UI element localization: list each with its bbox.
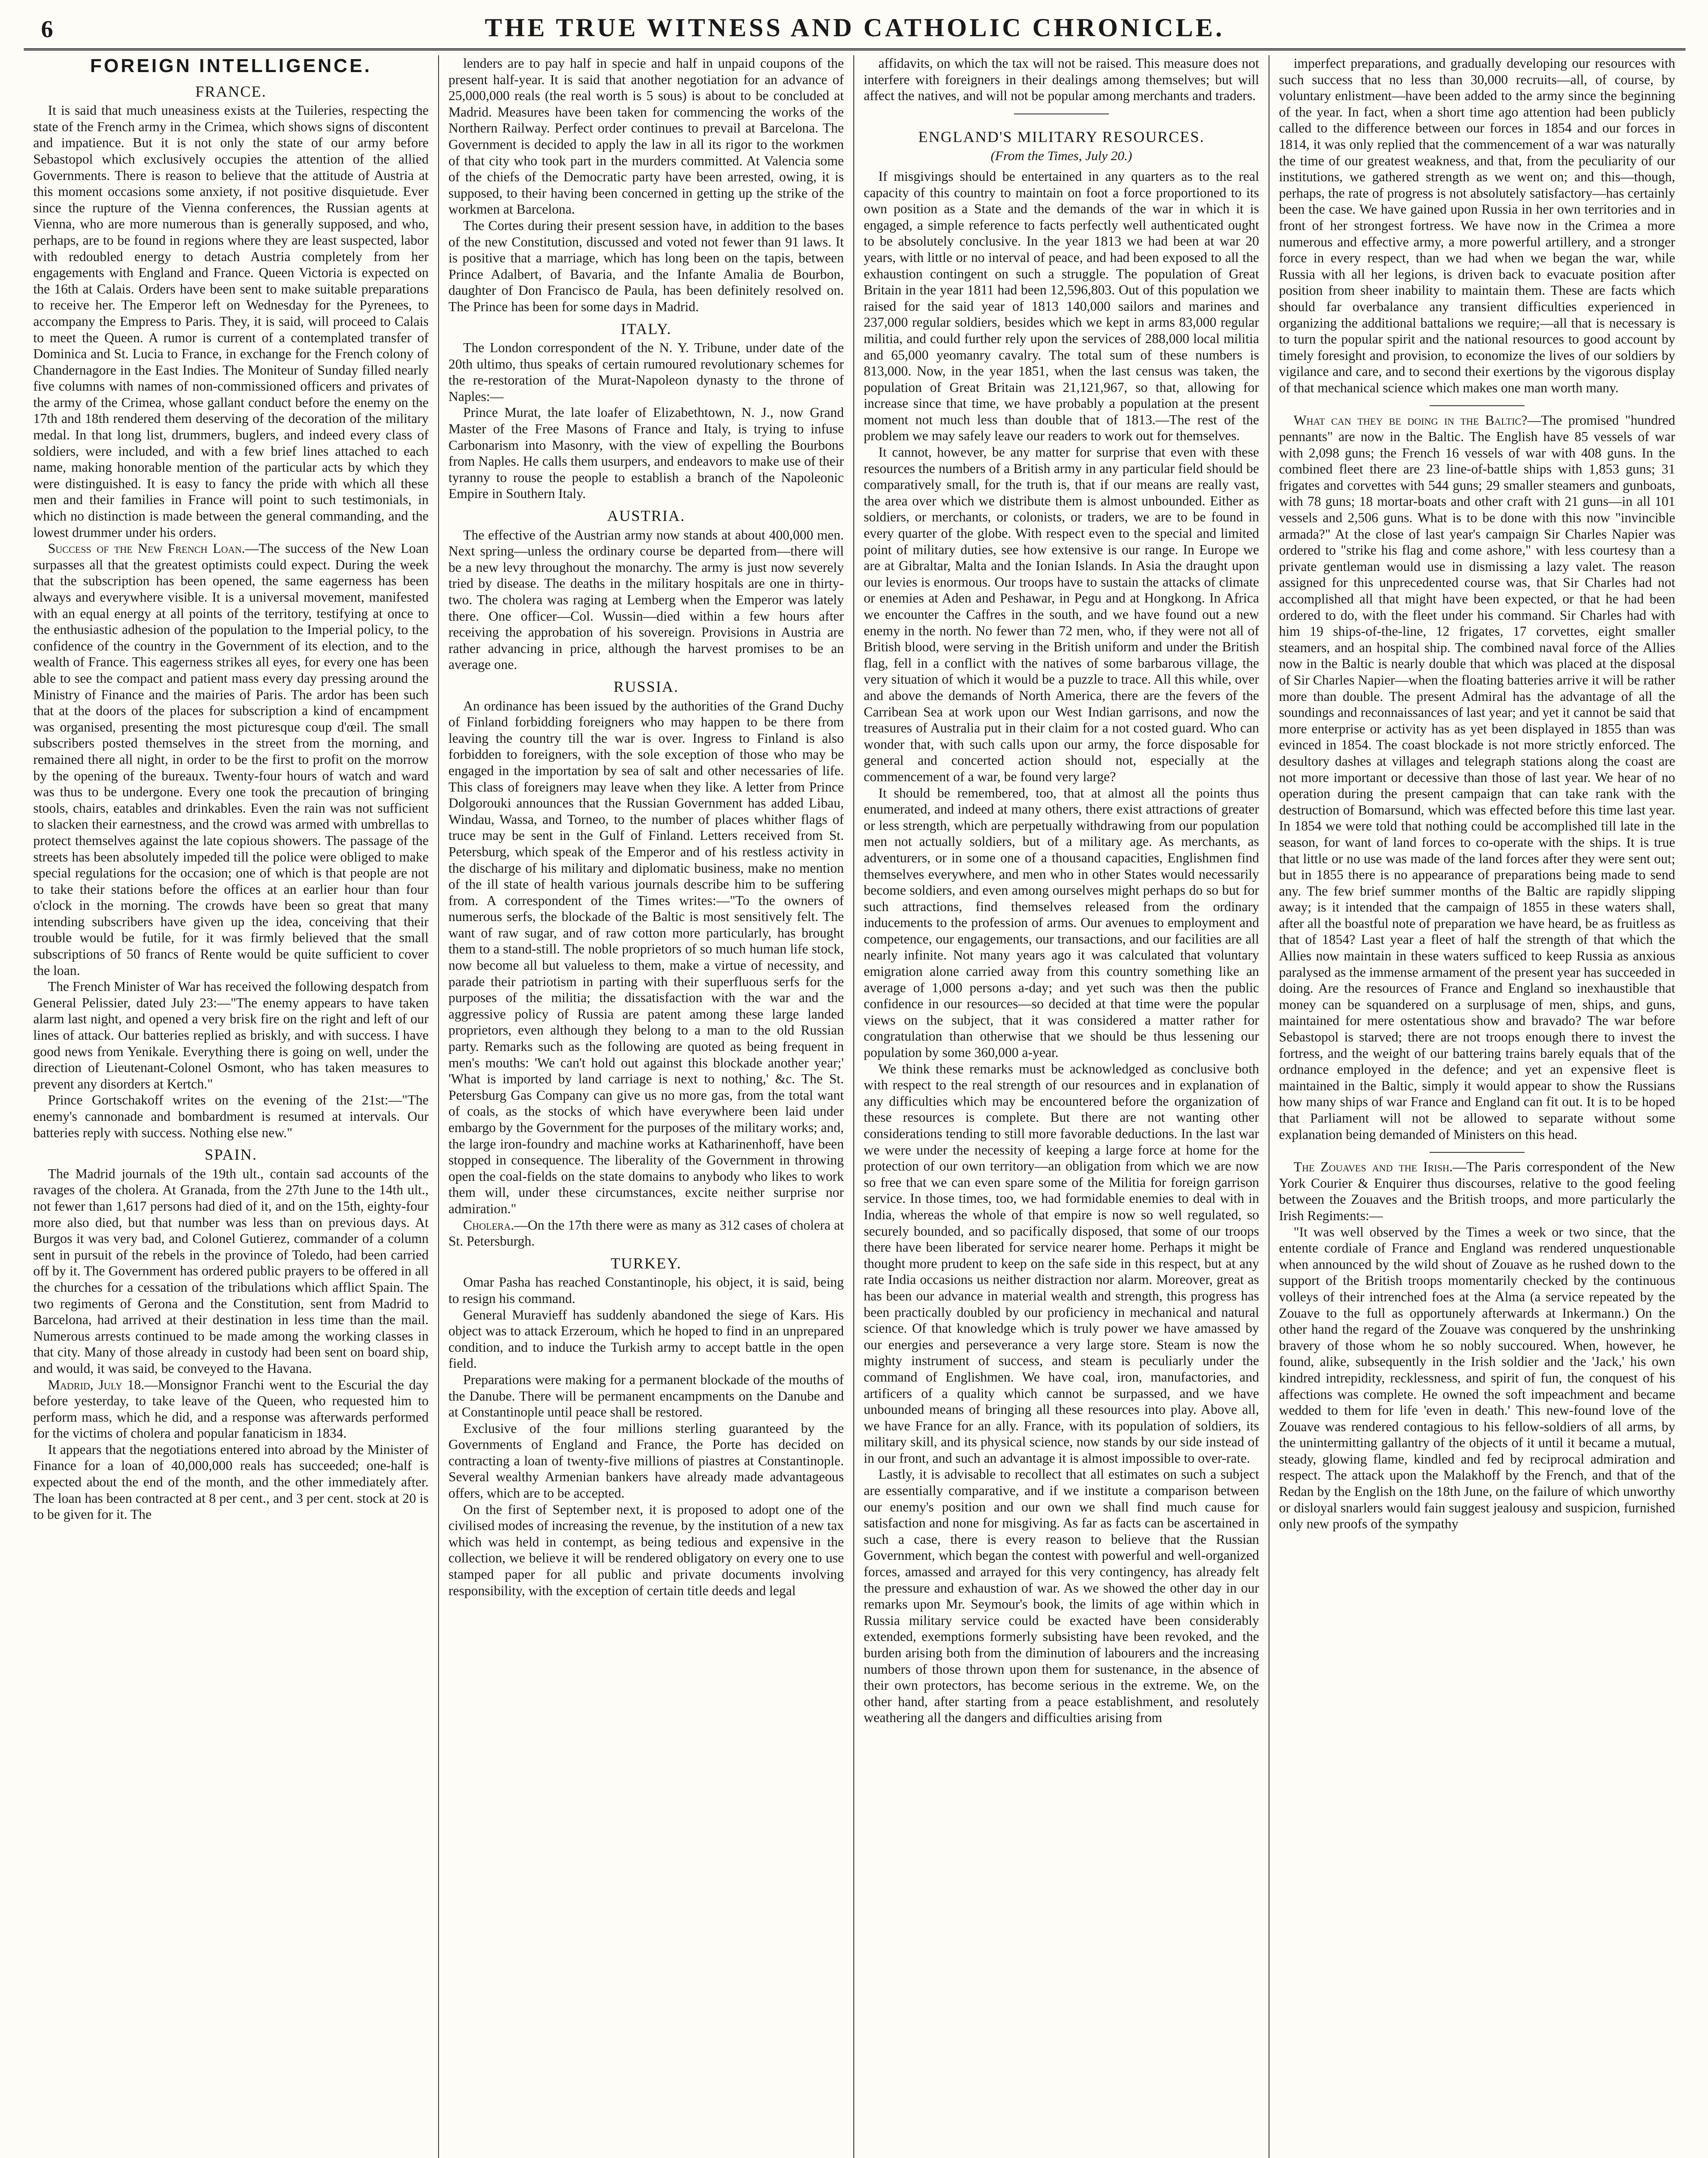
paragraph: Preparations were making for a permanent blockade of the mouths of the Danube. There will be permanent encampments on the Danube and at Constantinople until peace shall be restored. bbox=[448, 1372, 844, 1420]
paragraph bbox=[1279, 412, 1675, 1142]
paragraph: Prince Gortschakoff writes on the evening of the 21st:—"The enemy's cannonade and bombardment is resumed at intervals. Our batteries reply with success. Nothing else new." bbox=[33, 1092, 429, 1140]
paragraph: It should be remembered, too, that at almost all the points thus enumerated, and indeed at many others, there exist attractions of greater or less strength, which are perpetually withdrawing from our population men not actually soldiers, but of a military age. As merchants, as adventurers, or in some one of a thousand capacities, Englishmen find themselves everywhere, and men who in other States would necessarily become soldiers, and even among ourselves might perhaps do so but for such attractions, find themselves released from the ordinary inducements to the profession of arms. Our avenues to employment and competence, our engagements, our transactions, and our facilities are all nearly infinite. Not many years ago it was calculated that voluntary emigration alone carried away from this country something like an average of 1,000 persons a-day; and yet such was then the public confidence in our resources—so decided at that time were the popular views on the subject, that it was considered a matter rather for congratulation than otherwise that we should be thus lessening our population by some 360,000 a-year. bbox=[864, 785, 1259, 1060]
paragraph: It is said that much uneasiness exists at the Tuileries, respecting the state of the French army in the Crimea, which shows signs of discontent and impatience. But it is not only the state of our army before Sebastopol which exclusively occupies the attention of the allied Governments. There is reason to believe that the attitude of Austria at this moment occasions some anxiety, if not positive disquietude. Ever since the rupture of the Vienna conferences, the Russian agents at Vienna, who are more numerous than is generally supposed, and who, perhaps, are to be found in regions where they are least suspected, labor with redoubled energy to detach Austria completely from her engagements with England and France. Queen Victoria is expected on the 16th at Calais. Orders have been sent to make suitable preparations to receive her. The Emperor left on Wednesday for the Pyrenees, to accompany the Empress to Paris. They, it is said, will proceed to Calais to meet the Queen. A rumor is current of a contemplated transfer of Dominica and St. Lucia to France, in exchange for the French colony of Chandernagore in the East Indies. The Moniteur of Sunday filled nearly five columns with names of non-commissioned officers and privates of the army of the Crimea, whose gallant conduct before the enemy on the 17th and 18th rendered them deserving of the decoration of the military medal. In that long list, drummers, buglers, and indeed every class of soldiers, were included, and with a few brief lines attached to each name, making honorable mention of the particular acts by which they were distinguished. It is easy to fancy the pride with which all these men and their families in France will point to such testimonials, in which no distinction is made between the general commanding, and the lowest drummer under his orders. bbox=[33, 103, 429, 540]
paragraph: Exclusive of the four millions sterling guaranteed by the Governments of England and France, the Porte has decided on contracting a loan of twenty-five millions of piastres at Constantinople. Several wealthy Armenian bankers have already made advantageous offers, which are to be accepted. bbox=[448, 1420, 844, 1501]
heading-italy: ITALY. bbox=[621, 320, 672, 338]
section-heading: FOREIGN INTELLIGENCE. bbox=[90, 55, 372, 76]
paragraph-lead: Cholera. bbox=[463, 1217, 515, 1233]
paragraph: It appears that the negotiations entered into abroad by the Minister of Finance for a loan of 40,000,000 reals has succeeded; one-half is expected about the end of the month, and the other immediately after. The loan has been contracted at 8 per cent., and 3 per cent. stock at 20 is to be given for it. The bbox=[33, 1442, 429, 1522]
paragraph: General Muravieff has suddenly abandoned the siege of Kars. His object was to attack Erzeroum, which he hoped to find in an unprepared condition, and to induce the Turkish army to accept battle in the open field. bbox=[448, 1307, 844, 1371]
paragraph-body: —Monsignor Franchi went to the Escurial the day before yesterday, to take leave of the Queen, who requested him to perform mass, which he did, and a response was afterwards performed for the victims of cholera and popular fanaticism in 1834. bbox=[33, 1377, 429, 1441]
article-source: (From the Times, July 20.) bbox=[991, 148, 1132, 164]
heading-russia: RUSSIA. bbox=[613, 678, 679, 695]
heading-spain: SPAIN. bbox=[205, 1146, 257, 1164]
column-2 bbox=[439, 55, 854, 2158]
paragraph: "It was well observed by the Times a week or two since, that the entente cordiale of France and England was rendered unquestionable when announced by the wild shout of Zouave as he rushed down to the support of the British troops momentarily checked by the continuous volleys of their intrenched foes at the Alma (a service repeated by the Zouave to the full as opportunely afterwards at Inkermann.) On the other hand the regard of the Zouave was conquered by the unshrinking bravery of those whom he so nobly succoured. When, however, he found, alike, subsequently in the Irish soldier and the 'Jack,' his own kindred intrepidity, recklessness, and spirit of fun, the conquest of his affections was complete. He owned the soft impeachment and became wedded to them for life 'even in death.' This new-found love of the Zouave was rendered contagious to his fellow-soldiers of all arms, by the unintermitting gallantry of the objects of it until it became a mutual, steady, glowing flame, kindled and fed by reciprocal admiration and respect. The attack upon the Malakhoff by the French, and that of the Redan by the English on the 18th June, on the failure of which unworthy or disloyal snarlers would fain suggest jealousy and suspicion, furnished only new proofs of the sympathy bbox=[1279, 1224, 1675, 1532]
paragraph: If misgivings should be entertained in any quarters as to the real capacity of this country to maintain on foot a force proportioned to its own position as a State and the demands of the war in which it is engaged, a simple reference to facts perfectly well authenticated ought to be absolutely conclusive. In the year 1813 we had been at war 20 years, with little or no interval of peace, and had been exposed to all the exhaustion contingent on such a struggle. The population of Great Britain in the year 1811 had been 12,596,803. Out of this population we raised for the said year of 1813 140,000 sailors and marines and 237,000 regular soldiers, besides which we kept in arms 83,000 regular militia, and could further rely upon the services of 288,000 local militia and 65,000 yeomanry cavalry. The total sum of these numbers is 813,000. Now, in the year 1851, when the last census was taken, the population of Great Britain was 21,121,967, so that, allowing for increase since that time, we have probably a population at the present moment not much less than double that of 1813.—The rest of the problem we may safely leave our readers to work out for themselves. bbox=[864, 168, 1259, 444]
paragraph: On the first of September next, it is proposed to adopt one of the civilised modes of increasing the revenue, by the institution of a new tax which was held in contempt, as being tedious and expensive in the collection, we believe it will be rendered obligatory on every one to use stamped paper for all public and private documents involving responsibility, with the exception of certain title deeds and legal bbox=[448, 1502, 844, 1598]
paragraph-body: —The Paris correspondent of the New York Courier & Enquirer thus discourses, relative to the good feeling between the Zouaves and the British troops, and more particularly the Irish Regiments:— bbox=[1279, 1159, 1675, 1223]
divider bbox=[1430, 405, 1525, 406]
newspaper-title: THE TRUE WITNESS AND CATHOLIC CHRONICLE. bbox=[485, 13, 1225, 42]
heading-austria: AUSTRIA. bbox=[607, 507, 685, 525]
paragraph: Prince Murat, the late loafer of Elizabethtown, N. J., now Grand Master of the Free Masons of France and Italy, is trying to infuse Carbonarism into Masonry, with the view of expelling the Bourbons from Naples. He calls them usurpers, and endeavors to make use of their tyranny to rouse the people to establish a branch of the Napoleonic Empire in Southern Italy. bbox=[448, 405, 844, 502]
paragraph: The effective of the Austrian army now stands at about 400,000 men. Next spring—unless the ordinary course be departed from—there will be a new levy throughout the monarchy. The army is just now severely tried by disease. The deaths in the military hospitals are one in thirty-two. The cholera was raging at Lemberg when the Emperor was lately there. One officer—Col. Wussin—died within a few hours after receiving the approbation of his sovereign. Provisions in Austria are rather advancing in price, although the harvest promises to be an average one. bbox=[448, 527, 844, 672]
paragraph-body: —The success of the New Loan surpasses all that the greatest optimists could expect. During the week that the subscription has been opened, the same eagerness has been always and everywhere visible. It is a universal movement, manifested with an equal energy at all points of the territory, testifying at once to the enthusiastic adhesion of the population to the Imperial policy, to the confidence of the country in the Government of its election, and to the wealth of France. This eagerness strikes all eyes, for every one has been able to see the compact and patient mass every day pressing around the Ministry of Finance and the mairies of Paris. The ardor has been such that at the doors of the places for subscription a kind of encampment was organised, presenting the most picturesque coup d'œil. The small subscribers posted themselves in the street from the morning, and remained there all night, in order to be the first to profit on the morrow by the opening of the bureaux. Twenty-four hours of watch and ward was thus to be undergone. Every one took the precaution of bringing stools, chairs, eatables and drinkables. Even the rain was not sufficient to slacken their earnestness, and the crowd was armed with umbrellas to protect themselves against the late copious showers. The passage of the streets has been absolutely impeded till the police were obliged to make special regulations for the occasion; one of which is that people are not to take their stations before the offices at an earlier hour than four o'clock in the morning. The crowds have been so great that many intending subscribers have given up the idea, conceiving that their trouble would be futile, for it was firmly believed that the small subscriptions of 50 francs of Rente would be quite sufficient to cover the loan. bbox=[33, 541, 429, 978]
paragraph: Lastly, it is advisable to recollect that all estimates on such a subject are essentially comparative, and if we institute a comparison between our enemy's position and our own we shall find much cause for satisfaction and none for misgiving. As far as facts can be ascertained in such a case, there is every reason to believe that the Russian Government, which began the contest with powerful and well-organized forces, amassed and arrayed for this very contingency, has already felt the pressure and exhaustion of war. As we showed the other day in our remarks upon Mr. Seymour's book, the limits of age within which in Russia military service could be exacted have been considerably extended, exemptions formerly subsisting have been revoked, and the burden arising both from the diminution of labourers and the increasing numbers of those thrown upon them for sustenance, in the absence of their own protectors, has become serious in the extreme. We, on the other hand, after starting from a peace establishment, and resolutely weathering all the dangers and difficulties arising from bbox=[864, 1467, 1259, 1726]
paragraph: The Madrid journals of the 19th ult., contain sad accounts of the ravages of the cholera. At Granada, from the 27th June to the 14th ult., not fewer than 1,617 persons had died of it, and on the 15th, eighty-four more also died, but that number was less than on previous days. At Burgos it was very bad, and Colonel Gutierez, commander of a column sent in pursuit of the rebels in the province of Toledo, had been carried off by it. The Government has ordered public prayers to be offered in all the churches for a cessation of the tribulations which afflict Spain. The two regiments of Gerona and the Constitution, sent from Madrid to Barcelona, had arrived at their destination in less time than the mail. Numerous arrests continued to be made among the working classes in that city. Many of those already in custody had been sent on board ship, and would, it was said, be conveyed to the Havana. bbox=[33, 1166, 429, 1376]
paragraph: We think these remarks must be acknowledged as conclusive both with respect to the real strength of our resources and in explanation of any difficulties which may be encountered before the organization of these resources is complete. But there are not wanting other considerations tending to still more favorable deductions. In the last war we were under the necessity of keeping a large force at home for the protection of our own territory—an obligation from which we are now so free that we can even spare some of the Militia for foreign garrison service. In those times, too, we had formidable enemies to deal with in India, whereas the whole of that empire is now so well regulated, so securely bounded, and so pacifically disposed, that some of our troops there have been liberated for service nearer home. Perhaps it might be thought more prudent to keep on the safe side in this respect, but at any rate India occasions us neither distraction nor alarm. Moreover, great as has been our advance in material wealth and strength, this progress has been practically doubled by our proficiency in mechanical and natural science. Of that knowledge which is truly power we have amassed by our energies and perseverance a very large store. Steam is now the mighty instrument of success, and steam is peculiarly under the command of Englishmen. We have coal, iron, manufactories, and artificers of a quality which cannot be surpassed, and we have unbounded means of bringing all these resources into play. Above all, we have France for an ally. France, with its population of soldiers, its military skill, and its physical science, now stands by our side instead of in our front, and such an advantage it is almost impossible to over-rate. bbox=[864, 1061, 1259, 1466]
paragraph-lead: Madrid, July 18. bbox=[48, 1377, 145, 1392]
heading-turkey: TURKEY. bbox=[610, 1254, 682, 1272]
paragraph: affidavits, on which the tax will not be raised. This measure does not interfere with foreigners in their dealings among themselves; but will affect the natives, and will not be popular among merchants and traders. bbox=[864, 56, 1259, 104]
paragraph-body: —On the 17th there were as many as 312 cases of cholera at St. Petersburgh. bbox=[448, 1217, 844, 1249]
paragraph-lead: The Zouaves and the Irish. bbox=[1294, 1159, 1453, 1175]
paragraph: imperfect preparations, and gradually developing our resources with such success that no less than 30,000 recruits—all, of course, by voluntary enlistment—have been added to the army since the beginning of the year. In fact, when a short time ago attention had been publicly called to the difference between our forces in 1854 and our forces in 1814, it was only replied that the commencement of a war was naturally the time of our greatest weakness, and that, from the peculiarity of our institutions, we gathered strength as we went on; and this—though, perhaps, the rate of progress is not absolutely satisfactory—has certainly been the case. We have gained upon Russia in her own territories and in front of her strongest fortress. We have now in the Crimea a more numerous and effective army, a more powerful artillery, and a stronger force in every respect, than we had when we began the war, while Russia with all her legions, is driven back to evacuate position after position from sheer inability to maintain them. These are facts which should far overbalance any transient difficulties experienced in organizing the additional battalions we require;—all that is necessary is to turn the popular spirit and the national resources to good account by timely foresight and provision, to economize the lives of our soldiers by vigilance and care, and to second their exertions by the vigorous display of that mechanical science which makes one man worth many. bbox=[1279, 56, 1675, 395]
column-4 bbox=[1269, 55, 1685, 2158]
paragraph: The Cortes during their present session have, in addition to the bases of the new Constitution, discussed and voted not fewer than 91 laws. It is positive that a marriage, which has long been on the tapis, between Prince Adalbert, of Bavaria, and the Infante Amalia de Bourbon, daughter of Don Francisco de Paula, has been definitely resolved on. The Prince has been for some days in Madrid. bbox=[448, 218, 844, 314]
columns bbox=[24, 55, 1686, 2158]
masthead bbox=[24, 12, 1686, 50]
divider bbox=[1430, 1152, 1525, 1153]
paragraph bbox=[33, 540, 429, 978]
column-1 bbox=[24, 55, 439, 2158]
paragraph bbox=[33, 1377, 429, 1442]
heading-france: FRANCE. bbox=[195, 82, 267, 100]
paragraph-body: —The promised "hundred pennants" are now in the Baltic. The English have 85 vessels of war with 2,098 guns; the French 16 vessels of war with 408 guns. In the combined fleet there are 23 line-of-battle ships with 1,853 guns; 31 frigates and corvettes with 544 guns; 29 smaller steamers and gunboats, with 78 guns; 18 mortar-boats and other craft with 21 guns—in all 101 vessels and 2,506 guns. What is to be done with this now "invincible armada?" At the close of last year's campaign Sir Charles Napier was ordered to "strike his flag and come ashore," with less courtesy than a private gentleman would use in dismissing a lazy valet. The reason assigned for this unprecedented course was, that Sir Charles had not accomplished all that might have been expected, or that he had been ordered to do, with the fleet under his command. Sir Charles had with him 19 ships-of-the-line, 12 frigates, 17 corvettes, eight smaller steamers, and an hospital ship. The combined naval force of the Allies now in the Baltic is nearly double that which was placed at the disposal of Sir Charles Napier—when the floating batteries arrive it will be rather more than double. The present Admiral has the advantage of all the soundings and reconnaissances of last year; and yet it cannot be said that more enterprise or activity has as yet been displayed in 1855 than was evinced in 1854. The coast blockade is not more strictly enforced. The desultory dashes at villages and telegraph stations along the coast are not more important or decessive than those of last year. We hear of no operation during the present campaign that can take rank with the destruction of Bomarsund, which was effected before this time last year. In 1854 we were told that nothing could be accomplished till late in the season, for want of land forces to co-operate with the ships. It is true that little or no use was made of the land forces after they were sent out; but in 1855 there is no appearance of preparations being made to send any. The few brief summer months of the Baltic are rapidly slipping away; is it intended that the campaign of 1855 in these waters shall, after all the boastful note of preparation we have heard, be as fruitless as that of 1854? Last year a fleet of half the strength of that which the Allies now maintain in these waters sufficed to keep Russia as anxious paralysed as the immense armament of the present year has succeeded in doing. Are the resources of France and England so inexhaustible that money can be squandered on a surplusage of men, ships, and guns, maintained for mere ostentatious show and bravado? The war before Sebastopol is starved; there are not troops enough there to invest the fortress, and the weight of our battering trains barely equals that of the ordnance employed in the defence; and yet an expensive fleet is maintained in the Baltic, simply it would appear to show the Russians how many ships of war France and England can fit out. It is to be hoped that Parliament will not be allowed to separate without some explanation being demanded of Ministers on this head. bbox=[1279, 413, 1675, 1142]
paragraph: It cannot, however, be any matter for surprise that even with these resources the numbers of a British army in any particular field should be comparatively small, for the truth is, that if our means are really vast, the area over which we distribute them is almost unbounded. Either as soldiers, or merchants, or colonists, or traders, we are to be found in every quarter of the globe. With respect even to the special and limited point of military duties, see how extensive is our range. In Europe we are at Gibraltar, Malta and the Ionian Islands. In Asia the draught upon our levies is enormous. Our troops have to sustain the attacks of climate or enemies at Aden and Peshawar, in Pegu and at Hongkong. In Africa we encounter the Caffres in the south, and we have found out a new enemy in the north. No fewer than 72 men, who, if they were not all of British blood, were serving in the British uniform and under the British flag, fell in a conflict with the natives of some barbarous village, the very situation of which it would be a puzzle to trace. All this while, over and above the demands of North America, there are the fevers of the Carribean Sea at work upon our West Indian garrisons, and now the treasures of Australia put in their claim for a not costed guard. Who can wonder that, with such calls upon our army, the force disposable for general and concerted action should not, especially at the commencement of a war, be found very large? bbox=[864, 445, 1259, 784]
paragraph: The London correspondent of the N. Y. Tribune, under date of the 20th ultimo, thus speaks of certain rumoured revolutionary schemes for the re-restoration of the Murat-Napoleon dynasty to the throne of Naples:— bbox=[448, 340, 844, 404]
paragraph bbox=[448, 1217, 844, 1249]
paragraph-lead: Success of the New French Loan. bbox=[48, 541, 245, 556]
paragraph: Omar Pasha has reached Constantinople, his object, it is said, being to resign his command. bbox=[448, 1275, 844, 1306]
article-heading: ENGLAND'S MILITARY RESOURCES. bbox=[918, 128, 1205, 145]
page-number: 6 bbox=[41, 16, 53, 43]
paragraph: An ordinance has been issued by the authorities of the Grand Duchy of Finland forbidding foreigners who may happen to be there from leaving the country till the war is over. Ingress to Finland is also forbidden to foreigners, with the sole exception of those who may be engaged in the importation by sea of salt and other necessaries of life. This class of foreigners may leave when they like. A letter from Prince Dolgorouki announces that the Russian Government has added Libau, Windau, Wassa, and Torneo, to the number of places whither flags of truce may be sent in the Gulf of Finland. Letters received from St. Petersburg, which speak of the Emperor and of his restless activity in the discharge of his military and diplomatic business, make no mention of the ill state of health various journals describe him to be suffering from. A correspondent of the Times writes:—"To the owners of numerous serfs, the blockade of the Baltic is most sensitively felt. The want of raw sugar, and of raw cotton more particularly, has brought them to a stand-still. The noble proprietors of so much human life stock, now become all but valueless to them, make a virtue of necessity, and parade their patriotism in parting with their superfluous serfs for the purposes of the militia; the dissatisfaction with the war and the aggressive policy of Russia are patent among these large landed proprietors, even although they belong to a man to the old Russian party. Remarks such as the following are quoted as being frequent in men's mouths: 'We can't hold out against this blockade another year;' 'What is imported by land carriage is next to nothing,' &c. The St. Petersburg Gas Company can give us no more gas, from the total want of coals, as the stocks of which have everywhere been laid under embargo by the Government for the purposes of the military works; and, the large iron-foundry and machine works at Katharinenhoff, have been stopped in consequence. The liberality of the Government in throwing open the coal-fields on the state domains to anybody who likes to work them will, under these circumstances, excite neither surprise nor admiration." bbox=[448, 698, 844, 1216]
paragraph bbox=[1279, 1159, 1675, 1224]
paragraph: The French Minister of War has received the following despatch from General Pelissier, dated July 23:—"The enemy appears to have taken alarm last night, and opened a very brisk fire on the right and left of our lines of attack. Our batteries replied as briskly, and with success. I have good news from Yenikale. Everything there is going on well, under the direction of Lieutenant-Colonel Osmont, who has taken measures to prevent any disorders at Kertch." bbox=[33, 979, 429, 1092]
paragraph: lenders are to pay half in specie and half in unpaid coupons of the present half-year. It is said that another negotiation for an advance of 25,000,000 reals (the real worth is 5 sous) is about to be concluded at Madrid. Measures have been taken for commencing the works of the Northern Railway. Perfect order continues to prevail at Barcelona. The Government is decided to apply the law in all its rigor to the workmen of that city who took part in the murders committed. At Valencia some of the chiefs of the Democratic party have been arrested, owing, it is supposed, to their having been concerned in getting up the strike of the workmen at Barcelona. bbox=[448, 56, 844, 217]
paragraph-lead: What can they be doing in the Baltic? bbox=[1294, 413, 1528, 428]
column-3 bbox=[854, 55, 1269, 2158]
